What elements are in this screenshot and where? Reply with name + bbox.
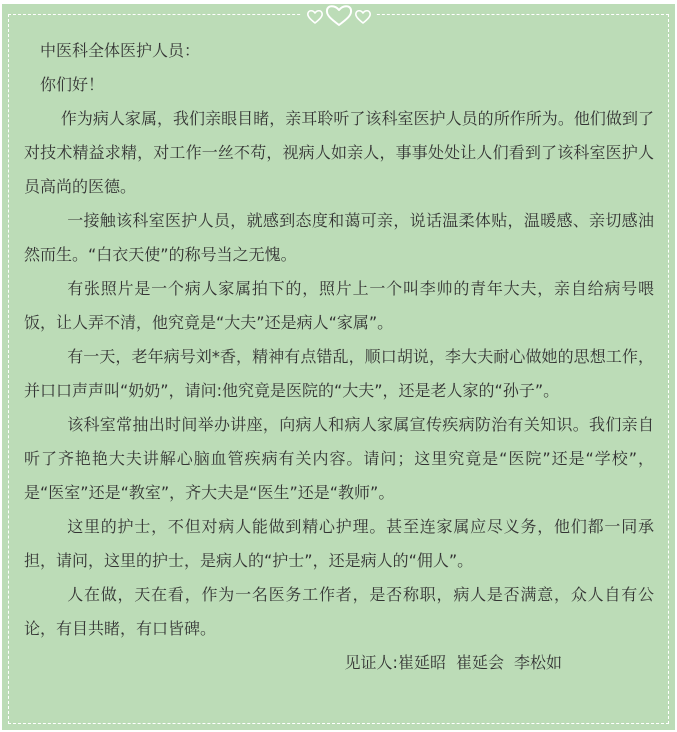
- paragraph: 该科室常抽出时间举办讲座，向病人和病人家属宣传疾病防治有关知识。我们亲自听了齐艳艳大夫讲解心脑血管疾病有关内容。请问；这里究竟是“医院”还是“学校”，是“医室”还是“教室”，齐大夫是“医生”还是“教师”。: [24, 415, 654, 502]
- signature-name: 崔延会: [455, 653, 504, 672]
- salutation: 中医科全体医护人员：: [40, 41, 201, 60]
- paragraph: 一接触该科室医护人员，就感到态度和蔼可亲，说话温柔体贴，温暖感、亲切感油然而生。“白衣天使”的称号当之无愧。: [24, 211, 654, 264]
- paragraph: 作为病人家属，我们亲眼目睹，亲耳聆听了该科室医护人员的所作所为。他们做到了对技术精益求精，对工作一丝不苟，视病人如亲人，事事处处让人们看到了该科室医护人员高尚的医德。: [24, 109, 654, 196]
- paragraph: 有一天，老年病号刘*香，精神有点错乱，顺口胡说，李大夫耐心做她的思想工作，并口口声声叫“奶奶”，请问:他究竟是医院的“大夫”，还是老人家的“孙子”。: [24, 347, 654, 400]
- letter-body: [24, 34, 654, 680]
- paragraph: 这里的护士，不但对病人能做到精心护理。甚至连家属应尽义务，他们都一同承担，请问，这里的护士，是病人的“护士”，还是病人的“佣人”。: [24, 517, 654, 570]
- paragraph: 有张照片是一个病人家属拍下的，照片上一个叫李帅的青年大夫，亲自给病号喂饭，让人弄不清，他究竟是“大夫”还是病人“家属”。: [24, 279, 654, 332]
- hearts-icon: [302, 4, 376, 28]
- signature-name: 崔延昭: [397, 653, 446, 672]
- greeting: 你们好！: [40, 75, 105, 94]
- signature-line: [24, 646, 654, 680]
- signature-label: 见证人:: [344, 653, 398, 672]
- letter-card: [2, 4, 675, 730]
- paragraph: 人在做，天在看，作为一名医务工作者，是否称职，病人是否满意，众人自有公论，有目共睹，有口皆碑。: [24, 585, 654, 638]
- signature-name: 李松如: [513, 653, 562, 672]
